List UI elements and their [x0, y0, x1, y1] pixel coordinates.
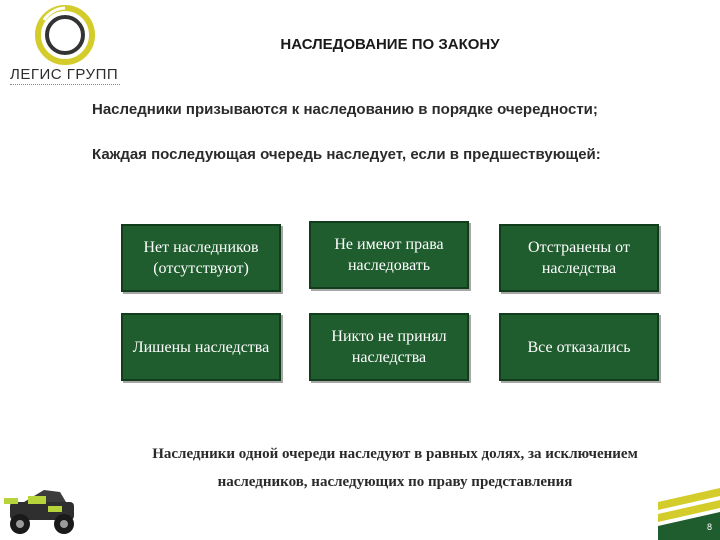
logo-ring-icon [34, 4, 96, 66]
page-title: НАСЛЕДОВАНИЕ ПО ЗАКОНУ [280, 36, 500, 53]
corner-stripes-icon [658, 488, 720, 540]
intro-line-1: Наследники призываются к наследованию в порядке очередности; [92, 101, 598, 118]
condition-box-none-accepted: Никто не принял наследства [309, 313, 469, 381]
race-car-icon [4, 482, 80, 538]
condition-box-no-heirs: Нет наследников (отсутствуют) [121, 224, 281, 292]
condition-box-disinherited: Лишены наследства [121, 313, 281, 381]
bottom-note-line-2: наследников, наследующих по праву представления [217, 474, 573, 490]
intro-line-2: Каждая последующая очередь наследует, если в предшествующей: [92, 146, 601, 163]
condition-box-removed: Отстранены от наследства [499, 224, 659, 292]
logo-name: ЛЕГИС ГРУПП [10, 66, 119, 83]
condition-box-all-refused: Все отказались [499, 313, 659, 381]
page-number: 8 [706, 522, 712, 532]
bottom-note-line-1: Наследники одной очереди наследуют в равных долях, за исключением [152, 446, 638, 462]
logo-tagline [10, 84, 120, 88]
bottom-note [90, 440, 700, 496]
condition-box-no-right: Не имеют права наследовать [309, 221, 469, 289]
